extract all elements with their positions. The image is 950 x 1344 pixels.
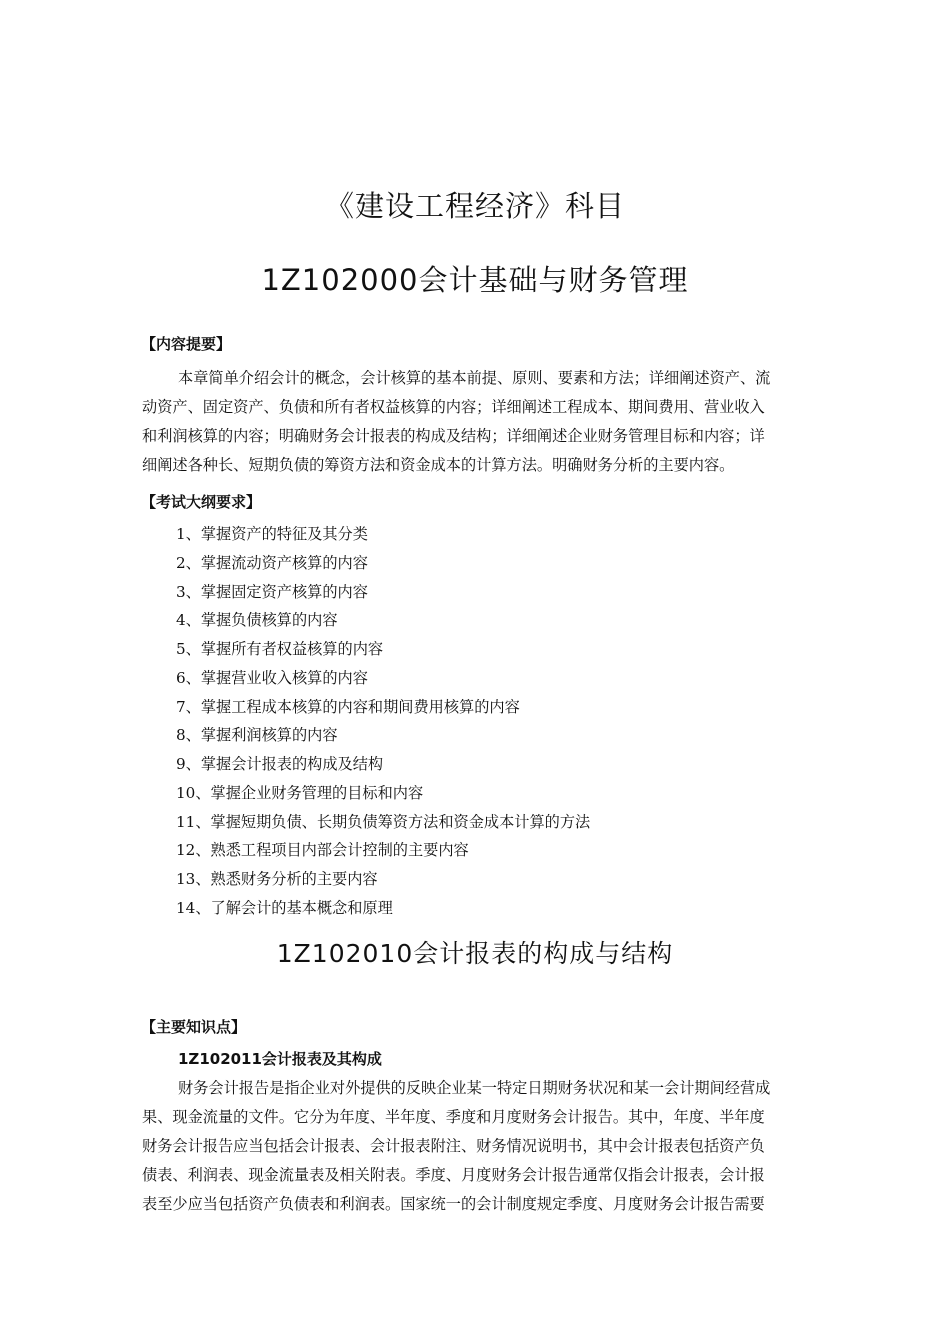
syllabus-item: 9、掌握会计报表的构成及结构 <box>176 755 384 773</box>
body-paragraph <box>142 1074 832 1219</box>
body-line: 财务会计报告是指企业对外提供的反映企业某一特定日期财务状况和某一会计期间经营成 <box>178 1079 771 1097</box>
syllabus-item: 8、掌握利润核算的内容 <box>176 726 338 745</box>
document-title: 《建设工程经济》科目 <box>324 189 625 223</box>
syllabus-item: 4、掌握负债核算的内容 <box>176 611 338 630</box>
summary-line: 本章简单介绍会计的概念，会计核算的基本前提、原则、要素和方法；详细阐述资产、流 <box>178 369 771 387</box>
syllabus-item: 14、了解会计的基本概念和原理 <box>176 898 393 917</box>
body-line: 财务会计报告应当包括会计报表、会计报表附注、财务情况说明书，其中会计报表包括资产负 <box>142 1137 765 1155</box>
syllabus-item: 2、掌握流动资产核算的内容 <box>176 553 368 572</box>
summary-heading: 【内容提要】 <box>141 335 232 353</box>
summary-paragraph <box>142 364 832 480</box>
chapter-title: 1Z102000会计基础与财务管理 <box>261 263 689 297</box>
syllabus-item: 11、掌握短期负债、长期负债筹资方法和资金成本计算的方法 <box>176 812 591 831</box>
syllabus-item: 12、熟悉工程项目内部会计控制的主要内容 <box>176 841 469 860</box>
body-line: 果、现金流量的文件。它分为年度、半年度、季度和月度财务会计报告。其中，年度、半年度 <box>142 1108 765 1126</box>
summary-line: 和利润核算的内容；明确财务会计报表的构成及结构；详细阐述企业财务管理目标和内容；详 <box>142 427 765 445</box>
body-line: 表至少应当包括资产负债表和利润表。国家统一的会计制度规定季度、月度财务会计报告需要 <box>142 1195 765 1213</box>
syllabus-list <box>176 520 590 923</box>
syllabus-item: 13、熟悉财务分析的主要内容 <box>176 870 378 888</box>
syllabus-item: 7、掌握工程成本核算的内容和期间费用核算的内容 <box>176 697 520 716</box>
syllabus-item: 10、掌握企业财务管理的目标和内容 <box>176 783 424 802</box>
syllabus-item: 1、掌握资产的特征及其分类 <box>176 525 368 543</box>
subsection-title: 1Z102011会计报表及其构成 <box>178 1050 382 1068</box>
summary-line: 细阐述各种长、短期负债的筹资方法和资金成本的计算方法。明确财务分析的主要内容。 <box>142 456 735 474</box>
syllabus-item: 3、掌握固定资产核算的内容 <box>176 582 368 601</box>
section-title: 1Z102010会计报表的构成与结构 <box>276 939 674 968</box>
syllabus-item: 5、掌握所有者权益核算的内容 <box>176 640 384 658</box>
knowledge-heading: 【主要知识点】 <box>141 1018 247 1036</box>
summary-line: 动资产、固定资产、负债和所有者权益核算的内容；详细阐述工程成本、期间费用、营业收入 <box>142 398 765 416</box>
body-line: 债表、利润表、现金流量表及相关附表。季度、月度财务会计报告通常仅指会计报表，会计报 <box>142 1166 765 1184</box>
syllabus-heading: 【考试大纲要求】 <box>141 493 262 511</box>
syllabus-item: 6、掌握营业收入核算的内容 <box>176 668 368 687</box>
